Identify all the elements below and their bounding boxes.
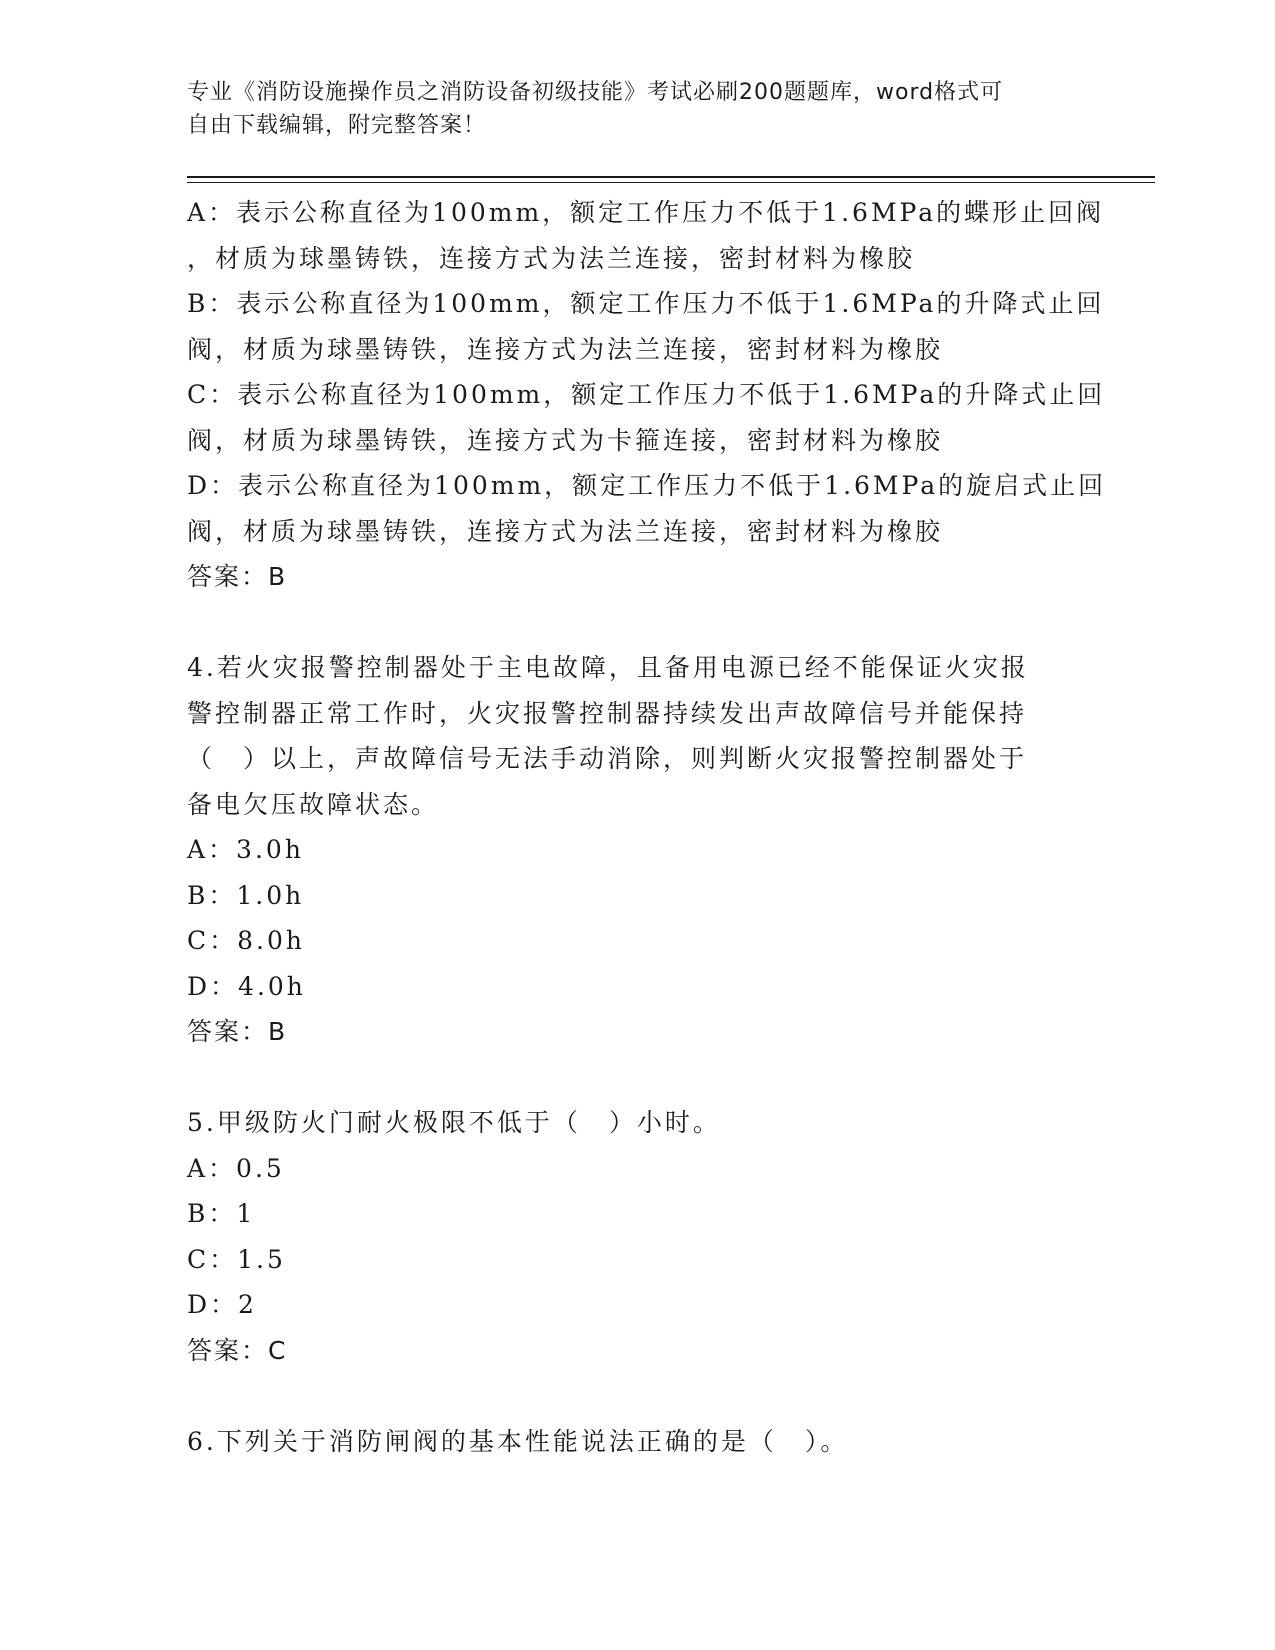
q5-option-a: A：0.5 <box>187 1153 285 1183</box>
spacer <box>187 1055 1087 1101</box>
q5-answer: 答案：C <box>187 1335 288 1365</box>
q4-stem-line-4: 备电欠压故障状态。 <box>187 789 440 819</box>
q5-stem: 5.甲级防火门耐火极限不低于（ ）小时。 <box>187 1108 721 1137</box>
q3-option-c-line-2: 阀，材质为球墨铸铁，连接方式为卡箍连接，密封材料为橡胶 <box>187 425 944 455</box>
q6-stem: 6.下列关于消防闸阀的基本性能说法正确的是（ ）。 <box>187 1426 849 1456</box>
question-5 <box>187 1100 1087 1373</box>
q4-option-b: B：1.0h <box>187 880 305 910</box>
q3-answer: 答案：B <box>187 562 288 591</box>
header-divider-thick <box>187 176 1155 178</box>
q5-option-b: B：1 <box>187 1199 256 1228</box>
q5-option-c: C：1.5 <box>187 1244 286 1274</box>
question-3 <box>187 190 1107 600</box>
q4-option-a: A：3.0h <box>187 835 304 864</box>
q3-option-d-line-1: D：表示公称直径为100mm，额定工作压力不低于1.6MPa的旋启式止回 <box>187 471 1107 500</box>
question-list <box>187 190 1107 1464</box>
q3-option-a-line-1: A：表示公称直径为100mm，额定工作压力不低于1.6MPa的蝶形止回阀 <box>187 198 1105 227</box>
q3-option-a-line-2: ，材质为球墨铸铁，连接方式为法兰连接，密封材料为橡胶 <box>187 243 916 273</box>
q4-stem-line-3: （ ）以上，声故障信号无法手动消除，则判断火灾报警控制器处于 <box>187 744 1028 773</box>
q3-option-c-line-1: C：表示公称直径为100mm，额定工作压力不低于1.6MPa的升降式止回 <box>187 380 1106 409</box>
document-header <box>187 76 1077 142</box>
question-6 <box>187 1419 1087 1465</box>
q4-option-d: D：4.0h <box>187 971 306 1001</box>
q3-option-b-line-1: B：表示公称直径为100mm，额定工作压力不低于1.6MPa的升降式止回 <box>187 289 1105 318</box>
q5-option-d: D：2 <box>187 1290 257 1319</box>
q3-option-d-line-2: 阀，材质为球墨铸铁，连接方式为法兰连接，密封材料为橡胶 <box>187 516 944 546</box>
q4-answer: 答案：B <box>187 1017 288 1046</box>
q4-option-c: C：8.0h <box>187 926 305 955</box>
q3-option-b-line-2: 阀，材质为球墨铸铁，连接方式为法兰连接，密封材料为橡胶 <box>187 334 944 364</box>
header-title-line-1: 专业《消防设施操作员之消防设备初级技能》考试必刷200题题库，word格式可 <box>187 80 1004 105</box>
question-4 <box>187 645 1087 1055</box>
spacer <box>187 600 1087 646</box>
q4-stem-line-1: 4.若火灾报警控制器处于主电故障，且备用电源已经不能保证火灾报 <box>187 653 1029 682</box>
header-title-line-2: 自由下载编辑，附完整答案！ <box>187 113 487 138</box>
q4-stem-line-2: 警控制器正常工作时，火灾报警控制器持续发出声故障信号并能保持 <box>187 698 1028 728</box>
spacer <box>187 1373 1087 1419</box>
header-divider-thin <box>187 182 1155 183</box>
